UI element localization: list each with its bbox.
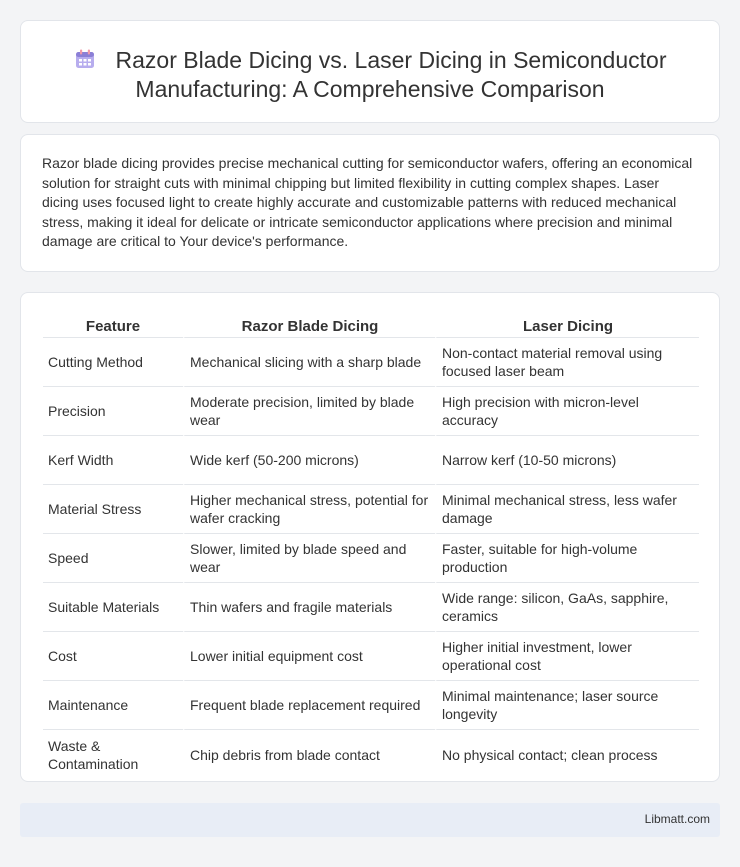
- table-row: [43, 681, 699, 730]
- intro-paragraph: Razor blade dicing provides precise mechanical cutting for semiconductor wafers, offering an economical solution for straight cuts with minimal chipping but limited flexibility in cutting complex shapes. Laser dicing uses focused light to create highly accurate and customizable patterns with reduced mechanical stress, making it ideal for delicate or intricate semiconductor applications where precision and minimal damage are critical to Your device's performance.: [42, 155, 693, 249]
- feature-cell: Speed: [43, 534, 183, 583]
- feature-cell: Waste & Contamination: [48, 737, 139, 772]
- razor-cell: Higher mechanical stress, potential for wafer cracking: [183, 485, 435, 534]
- feature-cell: Material Stress: [43, 485, 183, 534]
- comparison-table: [43, 315, 699, 779]
- header-feature: Feature: [43, 315, 183, 338]
- laser-cell: No physical contact; clean process: [435, 730, 699, 779]
- laser-cell: Non-contact material removal using focused laser beam: [435, 338, 699, 387]
- razor-cell: Thin wafers and fragile materials: [183, 583, 435, 632]
- feature-cell: Precision: [43, 387, 183, 436]
- calendar-grid-icon: [74, 48, 96, 70]
- comparison-card: [20, 292, 720, 782]
- laser-cell: Minimal mechanical stress, less wafer damage: [435, 485, 699, 534]
- laser-cell: Higher initial investment, lower operational cost: [435, 632, 699, 681]
- title-card: [20, 20, 720, 123]
- footer-bar: [20, 803, 720, 837]
- header-laser: Laser Dicing: [435, 315, 699, 338]
- page-title: [21, 46, 719, 104]
- footer-source-link[interactable]: Libmatt.com: [644, 812, 710, 826]
- header-razor-blade: Razor Blade Dicing: [183, 315, 435, 338]
- table-row: [43, 730, 699, 779]
- feature-cell: Suitable Materials: [43, 583, 183, 632]
- laser-cell: High precision with micron-level accuracy: [435, 387, 699, 436]
- laser-cell: Minimal maintenance; laser source longevity: [435, 681, 699, 730]
- table-row: [43, 632, 699, 681]
- table-row: [43, 387, 699, 436]
- title-line-1: Razor Blade Dicing vs. Laser Dicing in Semiconductor: [115, 47, 667, 73]
- feature-cell: Kerf Width: [43, 436, 183, 485]
- table-row: [43, 338, 699, 387]
- laser-cell: Narrow kerf (10-50 microns): [435, 436, 699, 485]
- razor-cell: Chip debris from blade contact: [183, 730, 435, 779]
- razor-cell: Mechanical slicing with a sharp blade: [183, 338, 435, 387]
- table-header-row: [43, 315, 699, 338]
- table-row: [43, 436, 699, 485]
- title-line-2: Manufacturing: A Comprehensive Comparison: [135, 76, 605, 102]
- razor-cell: Wide kerf (50-200 microns): [183, 436, 435, 485]
- razor-cell: Moderate precision, limited by blade wear: [183, 387, 435, 436]
- razor-cell: Lower initial equipment cost: [183, 632, 435, 681]
- table-row: [43, 485, 699, 534]
- razor-cell: Frequent blade replacement required: [183, 681, 435, 730]
- table-row: [43, 583, 699, 632]
- laser-cell: Faster, suitable for high-volume production: [435, 534, 699, 583]
- razor-cell: Slower, limited by blade speed and wear: [183, 534, 435, 583]
- intro-card: [20, 134, 720, 272]
- feature-cell: Cutting Method: [43, 338, 183, 387]
- table-row: [43, 534, 699, 583]
- feature-cell: Cost: [43, 632, 183, 681]
- laser-cell: Wide range: silicon, GaAs, sapphire, ceramics: [435, 583, 699, 632]
- feature-cell: Maintenance: [43, 681, 183, 730]
